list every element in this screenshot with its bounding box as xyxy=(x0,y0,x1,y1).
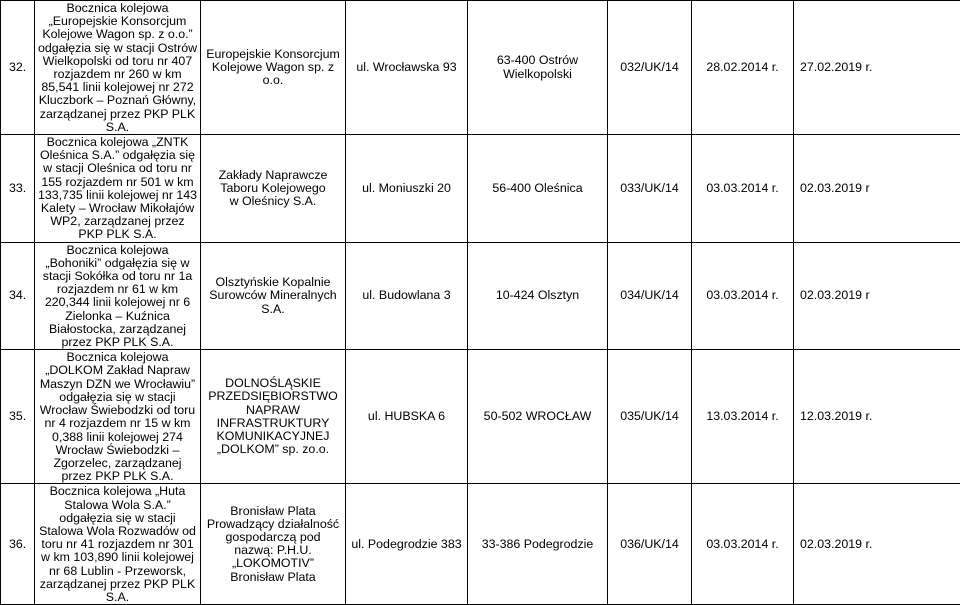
certificate-number: 036/UK/14 xyxy=(608,484,692,605)
valid-until-date: 02.03.2019 r xyxy=(794,242,960,350)
valid-until-date: 02.03.2019 r xyxy=(794,135,960,243)
table-row xyxy=(1,135,960,243)
issue-date: 28.02.2014 r. xyxy=(692,1,794,135)
certificate-number: 032/UK/14 xyxy=(608,1,692,135)
valid-until-date: 12.03.2019 r. xyxy=(794,350,960,484)
street-address: ul. Budowlana 3 xyxy=(346,242,468,350)
postal-city: 63-400 Ostrów Wielkopolski xyxy=(468,1,608,135)
postal-city: 10-424 Olsztyn xyxy=(468,242,608,350)
street-address: ul. Podegrodzie 383 xyxy=(346,484,468,605)
operator-name: DOLNOŚLĄSKIE PRZEDSIĘBIORSTWO NAPRAW INFRASTRUKTURY KOMUNIKACYJNEJ „DOLKOM” sp. zo.o. xyxy=(201,350,346,484)
table-row xyxy=(1,242,960,350)
certificate-number: 035/UK/14 xyxy=(608,350,692,484)
table-row xyxy=(1,350,960,484)
street-address: ul. HUBSKA 6 xyxy=(346,350,468,484)
issue-date: 03.03.2014 r. xyxy=(692,242,794,350)
siding-description: Bocznica kolejowa „Bohoniki” odgałęzia się w stacji Sokółka od toru nr 1a rozjazdem nr 61 w km 220,344 linii kolejowej nr 6 Zielonka – Kuźnica Białostocka, zarządzanej przez PKP PLK S.A. xyxy=(35,242,201,350)
issue-date: 03.03.2014 r. xyxy=(692,135,794,243)
postal-city: 50-502 WROCŁAW xyxy=(468,350,608,484)
table-row xyxy=(1,1,960,135)
siding-description: Bocznica kolejowa „DOLKOM Zakład Napraw Maszyn DZN we Wrocławiu” odgałęzia się w stacji Wrocław Świebodzki od toru nr 4 rozjazdem nr 15 w km 0,388 linii kolejowej 274 Wrocław Świebodzki – Zgorzelec, zarządzanej przez PKP PLK S.A. xyxy=(35,350,201,484)
row-number: 33. xyxy=(1,135,35,243)
row-number: 34. xyxy=(1,242,35,350)
operator-name: Olsztyńskie Kopalnie Surowców Mineralnych S.A. xyxy=(201,242,346,350)
siding-description: Bocznica kolejowa „ZNTK Oleśnica S.A.” odgałęzia się w stacji Oleśnica od toru nr 155 rozjazdem nr 501 w km 133,735 linii kolejowej nr 143 Kalety – Wrocław Mikołajów WP2, zarządzanej przez PKP PLK S.A. xyxy=(35,135,201,243)
operator-name: Europejskie Konsorcjum Kolejowe Wagon sp. z o.o. xyxy=(201,1,346,135)
issue-date: 13.03.2014 r. xyxy=(692,350,794,484)
postal-city: 33-386 Podegrodzie xyxy=(468,484,608,605)
siding-description: Bocznica kolejowa „Huta Stalowa Wola S.A.” odgałęzia się w stacji Stalowa Wola Rozwadów od toru nr 41 rozjazdem nr 301 w km 103,890 linii kolejowej nr 68 Lublin - Przeworsk, zarządzanej przez PKP PLK S.A. xyxy=(35,484,201,605)
street-address: ul. Wrocławska 93 xyxy=(346,1,468,135)
row-number: 32. xyxy=(1,1,35,135)
postal-city: 56-400 Oleśnica xyxy=(468,135,608,243)
siding-description: Bocznica kolejowa „Europejskie Konsorcjum Kolejowe Wagon sp. z o.o.” odgałęzia się w stacji Ostrów Wielkopolski od toru nr 407 rozjazdem nr 260 w km 85,541 linii kolejowej nr 272 Kluczbork – Poznań Główny, zarządzanej przez PKP PLK S.A. xyxy=(35,1,201,135)
valid-until-date: 27.02.2019 r. xyxy=(794,1,960,135)
street-address: ul. Moniuszki 20 xyxy=(346,135,468,243)
certificate-number: 033/UK/14 xyxy=(608,135,692,243)
certificate-number: 034/UK/14 xyxy=(608,242,692,350)
operator-name: Zakłady Naprawcze Taboru Kolejowego w Oleśnicy S.A. xyxy=(201,135,346,243)
valid-until-date: 02.03.2019 r. xyxy=(794,484,960,605)
row-number: 36. xyxy=(1,484,35,605)
operator-name: Bronisław Plata Prowadzący działalność gospodarczą pod nazwą: P.H.U. „LOKOMOTIV” Bronisław Plata xyxy=(201,484,346,605)
issue-date: 03.03.2014 r. xyxy=(692,484,794,605)
row-number: 35. xyxy=(1,350,35,484)
table-row xyxy=(1,484,960,605)
